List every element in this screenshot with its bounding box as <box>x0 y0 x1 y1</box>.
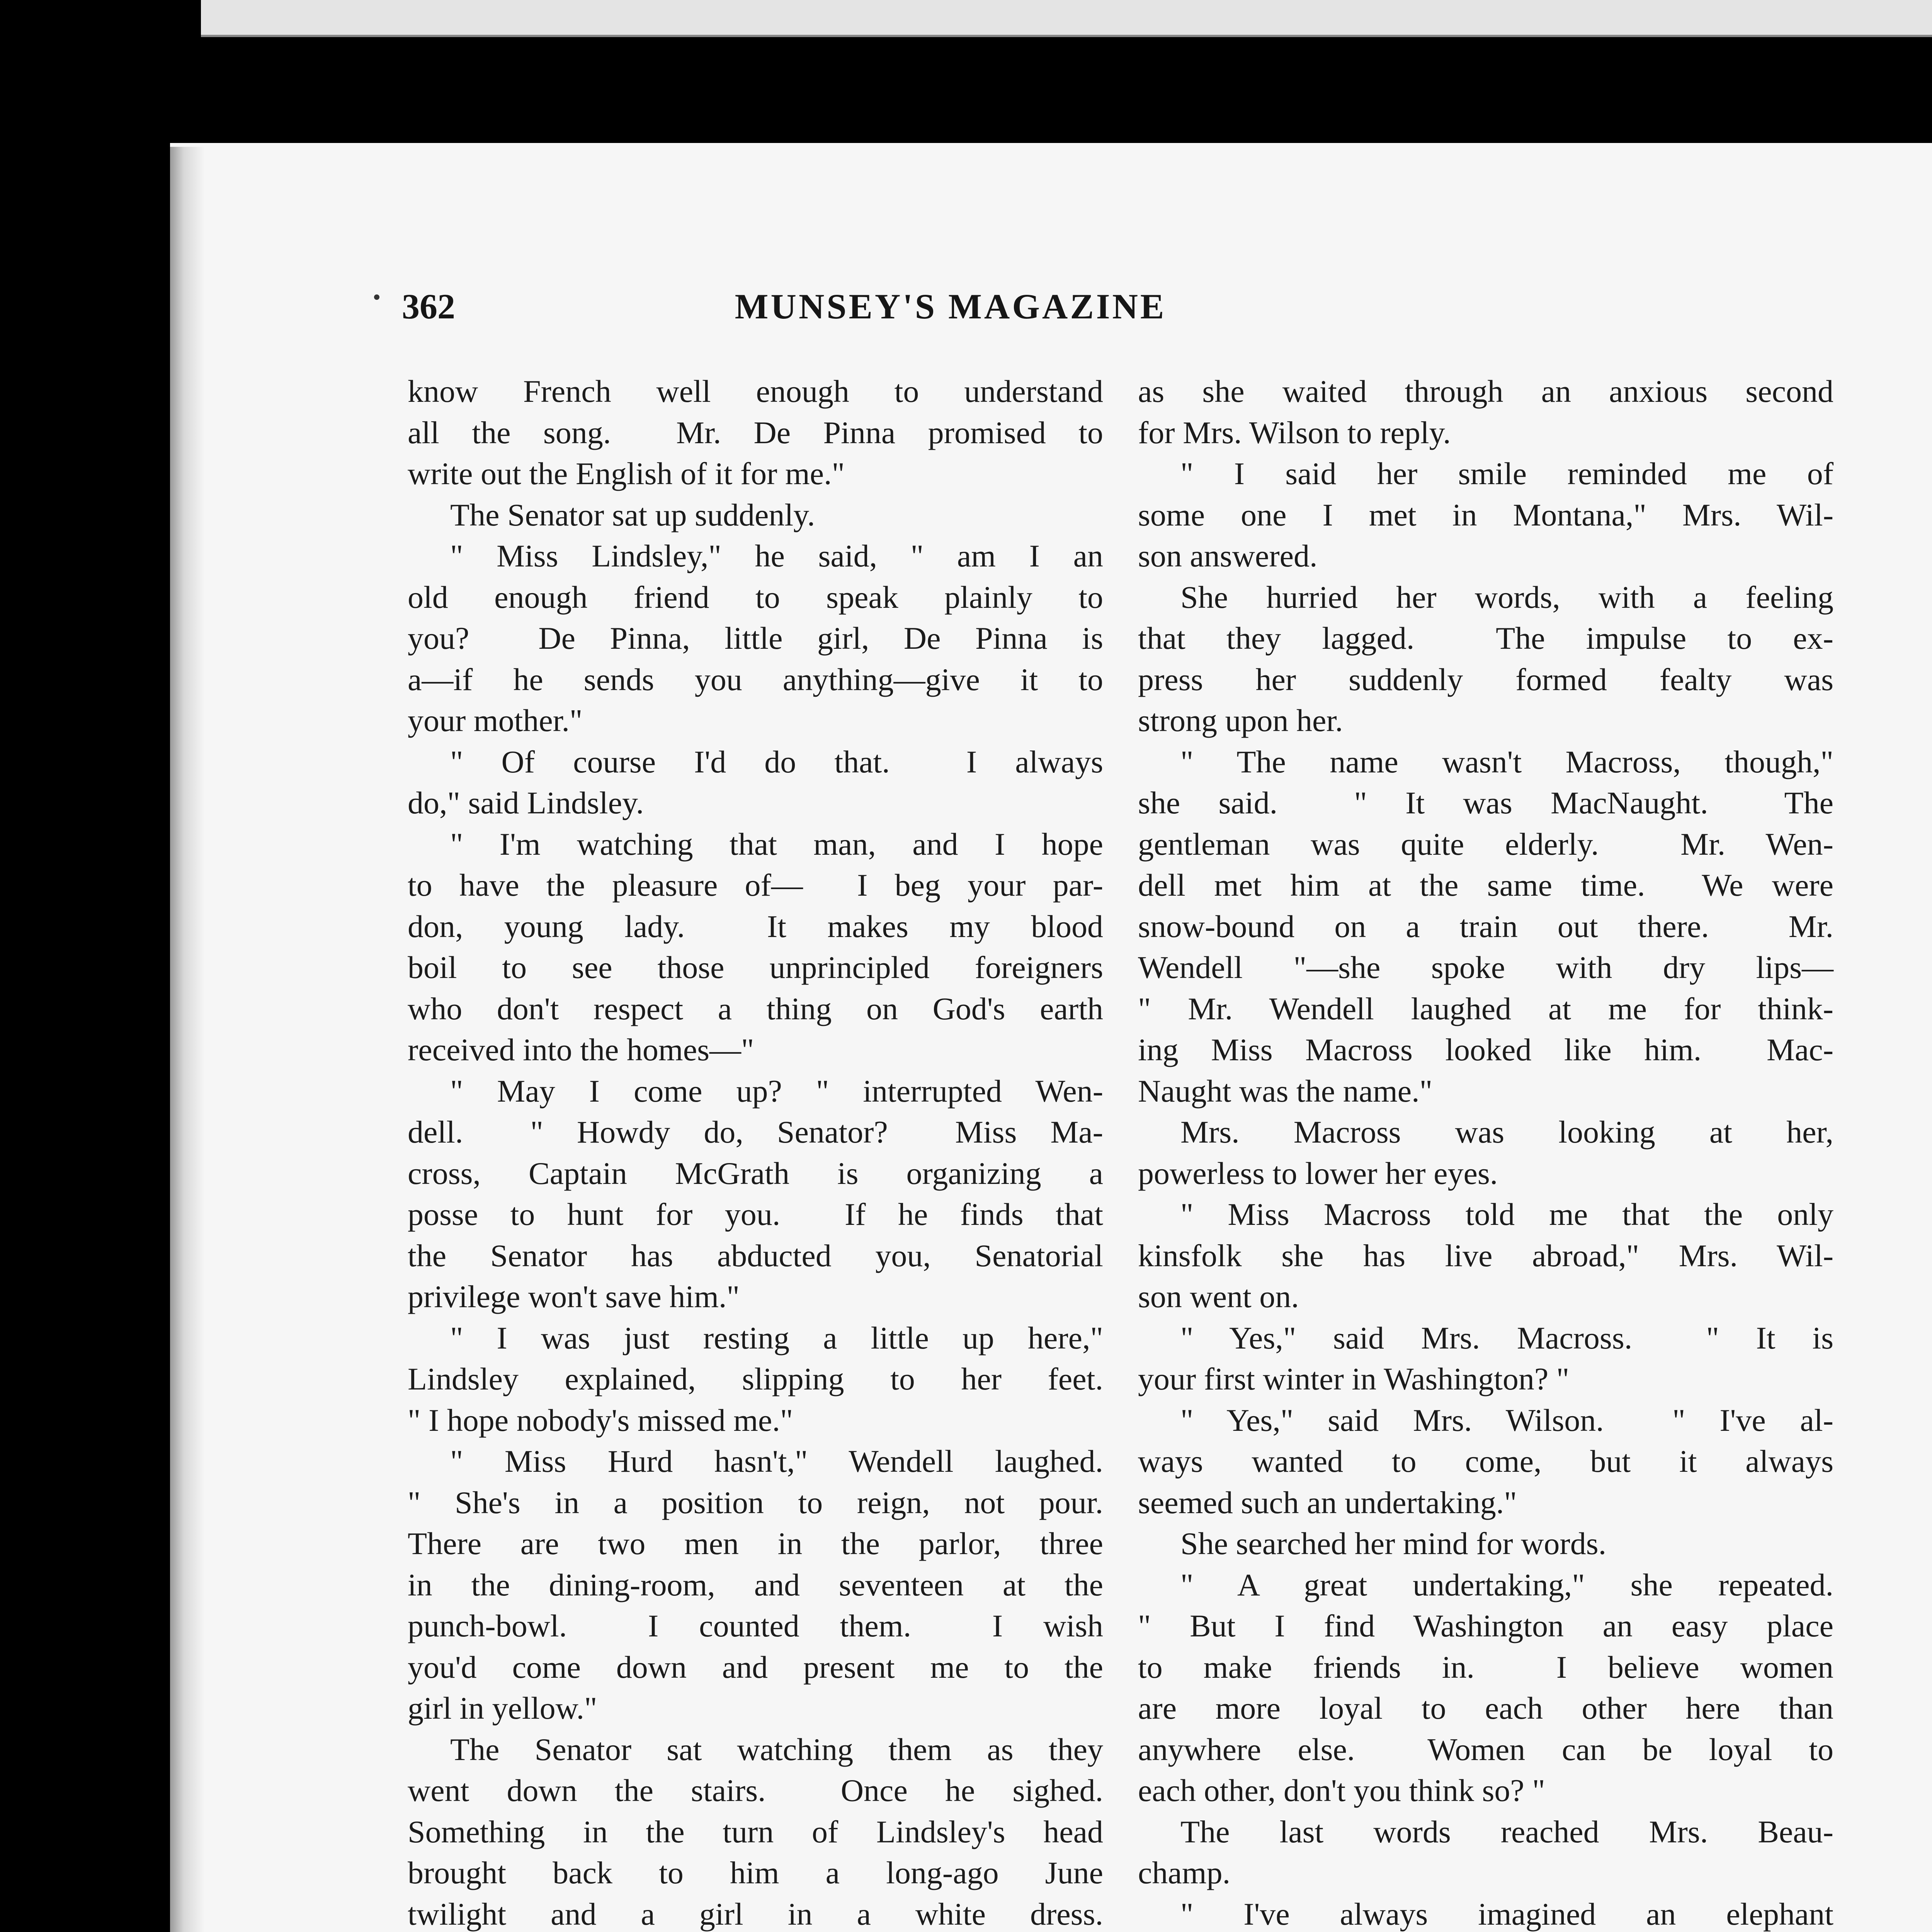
text-line: are more loyal to each other here than <box>1138 1690 1833 1726</box>
text-line: received into the homes—" <box>408 1032 754 1067</box>
text-line: you'd come down and present me to the <box>408 1649 1103 1685</box>
text-line: " Yes," said Mrs. Macross. " It is <box>1180 1320 1833 1355</box>
text-line: gentleman was quite elderly. Mr. Wen- <box>1138 826 1833 862</box>
text-line: privilege won't save him." <box>408 1279 740 1314</box>
ink-dot <box>374 294 379 300</box>
text-line: ing Miss Macross looked like him. Mac- <box>1138 1032 1833 1067</box>
text-line: punch-bowl. I counted them. I wish <box>408 1608 1103 1643</box>
text-line: Lindsley explained, slipping to her feet. <box>408 1361 1103 1396</box>
text-line: " The name wasn't Macross, though," <box>1180 744 1833 779</box>
text-line: brought back to him a long-ago June <box>408 1855 1103 1890</box>
text-line: your first winter in Washington? " <box>1138 1361 1570 1396</box>
text-line: The Senator sat watching them as they <box>450 1731 1103 1767</box>
text-line: boil to see those unprincipled foreigners <box>408 950 1103 985</box>
text-line: " I'm watching that man, and I hope <box>450 826 1103 862</box>
text-line: " Mr. Wendell laughed at me for think- <box>1138 991 1833 1026</box>
text-line: girl in yellow." <box>408 1690 597 1726</box>
text-line: " Miss Lindsley," he said, " am I an <box>450 538 1103 573</box>
text-line: your mother." <box>408 703 583 738</box>
text-line: a—if he sends you anything—give it to <box>408 662 1103 697</box>
text-line: Naught was the name." <box>1138 1073 1433 1109</box>
text-line: She searched her mind for words. <box>1180 1526 1607 1561</box>
text-column-left <box>408 371 1103 1932</box>
text-line: snow-bound on a train out there. Mr. <box>1138 908 1833 944</box>
page-gutter-shadow <box>170 147 205 1932</box>
text-line: press her suddenly formed fealty was <box>1138 662 1833 697</box>
text-line: The last words reached Mrs. Beau- <box>1180 1814 1833 1849</box>
text-line: the Senator has abducted you, Senatorial <box>408 1238 1103 1273</box>
text-line: to make friends in. I believe women <box>1138 1649 1833 1685</box>
text-line: anywhere else. Women can be loyal to <box>1138 1731 1833 1767</box>
text-line: for Mrs. Wilson to reply. <box>1138 415 1451 450</box>
text-line: Mrs. Macross was looking at her, <box>1180 1114 1833 1150</box>
text-line: as she waited through an anxious second <box>1138 374 1833 409</box>
text-line: " Of course I'd do that. I always <box>450 744 1103 779</box>
text-line: son answered. <box>1138 538 1318 573</box>
text-line: son went on. <box>1138 1279 1299 1314</box>
text-line: in the dining-room, and seventeen at the <box>408 1567 1103 1602</box>
text-line: some one I met in Montana," Mrs. Wil- <box>1138 497 1833 532</box>
top-page-strip <box>201 0 1932 37</box>
text-line: dell met him at the same time. We were <box>1138 867 1833 903</box>
text-line: " I was just resting a little up here," <box>450 1320 1103 1355</box>
text-line: cross, Captain McGrath is organizing a <box>408 1155 1103 1191</box>
text-line: " Miss Macross told me that the only <box>1180 1197 1833 1232</box>
text-line: powerless to lower her eyes. <box>1138 1155 1498 1191</box>
text-line: that they lagged. The impulse to ex- <box>1138 621 1833 656</box>
text-line: champ. <box>1138 1855 1231 1890</box>
text-line: do," said Lindsley. <box>408 785 644 820</box>
text-line: " Miss Hurd hasn't," Wendell laughed. <box>450 1444 1103 1479</box>
text-line: " I said her smile reminded me of <box>1180 456 1833 491</box>
text-line: don, young lady. It makes my blood <box>408 908 1103 944</box>
text-line: seemed such an undertaking." <box>1138 1485 1517 1520</box>
text-line: know French well enough to understand <box>408 374 1103 409</box>
text-line: who don't respect a thing on God's earth <box>408 991 1103 1026</box>
text-line: you? De Pinna, little girl, De Pinna is <box>408 621 1103 656</box>
page-number: 362 <box>402 287 455 326</box>
text-line: " She's in a position to reign, not pour. <box>408 1485 1103 1520</box>
text-line: went down the stairs. Once he sighed. <box>408 1773 1103 1808</box>
text-line: ways wanted to come, but it always <box>1138 1444 1833 1479</box>
text-line: Wendell "—she spoke with dry lips— <box>1138 950 1833 985</box>
running-title: MUNSEY'S MAGAZINE <box>735 287 1167 326</box>
text-line: The Senator sat up suddenly. <box>450 497 815 532</box>
text-line: twilight and a girl in a white dress. <box>408 1896 1103 1932</box>
text-line: each other, don't you think so? " <box>1138 1773 1545 1808</box>
text-line: write out the English of it for me." <box>408 456 845 491</box>
text-line: all the song. Mr. De Pinna promised to <box>408 415 1103 450</box>
text-line: posse to hunt for you. If he finds that <box>408 1197 1103 1232</box>
text-line: " But I find Washington an easy place <box>1138 1608 1833 1643</box>
text-line: to have the pleasure of— I beg your par- <box>408 867 1103 903</box>
text-line: She hurried her words, with a feeling <box>1180 579 1833 615</box>
text-line: Something in the turn of Lindsley's head <box>408 1814 1103 1849</box>
text-line: dell. " Howdy do, Senator? Miss Ma- <box>408 1114 1103 1150</box>
text-line: kinsfolk she has live abroad," Mrs. Wil- <box>1138 1238 1833 1273</box>
text-line: strong upon her. <box>1138 703 1343 738</box>
text-line: " May I come up? " interrupted Wen- <box>450 1073 1103 1109</box>
text-line: There are two men in the parlor, three <box>408 1526 1103 1561</box>
text-line: " I've always imagined an elephant <box>1180 1896 1833 1932</box>
text-line: she said. " It was MacNaught. The <box>1138 785 1833 820</box>
text-line: " Yes," said Mrs. Wilson. " I've al- <box>1180 1402 1833 1438</box>
text-line: " A great undertaking," she repeated. <box>1180 1567 1833 1602</box>
text-line: old enough friend to speak plainly to <box>408 579 1103 615</box>
text-line: " I hope nobody's missed me." <box>408 1402 793 1438</box>
page-header <box>402 286 1352 340</box>
text-column-right <box>1138 371 1833 1932</box>
